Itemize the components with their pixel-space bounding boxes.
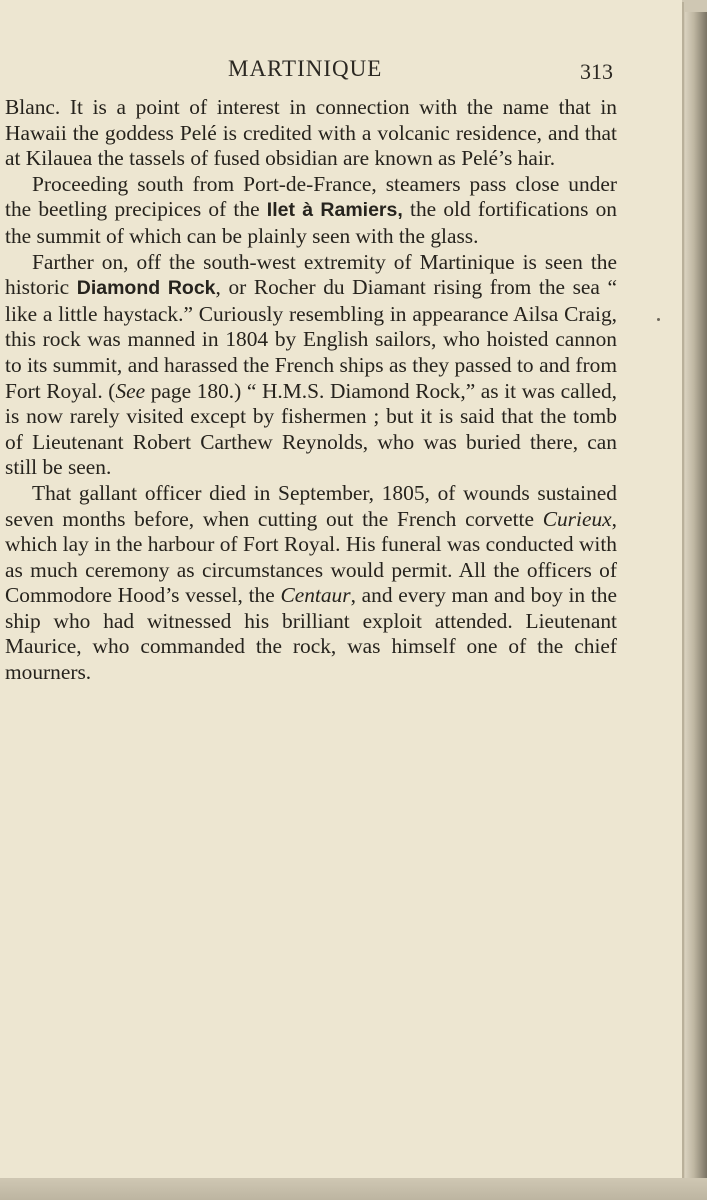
book-spine-edge [685, 12, 707, 1182]
paragraph-4-text-b: , which lay in the harbour of Fort Royal. His funeral was conducted with as much ceremony as circumstances would permit. All the officers of Commodore Hood’s vessel, the [5, 506, 617, 608]
place-name-ilet-a-ramiers: Ilet à Ramiers, [266, 199, 403, 222]
ship-name-curieux: Curieux [542, 506, 612, 531]
paragraph-4-text-a: That gallant officer died in September, 1805, of wounds sustained seven months before, when cutting out the French corvette [5, 480, 617, 531]
place-name-diamond-rock: Diamond Rock [76, 277, 216, 300]
paragraph-3 [5, 250, 617, 481]
paragraph-2-text-b: the old fortifications on the summit of which can be plainly seen with the glass. [5, 197, 618, 248]
page-header [0, 56, 640, 86]
paragraph-3-text-b: , or Rocher du Diamant rising from the sea “ like a little haystack.” Curiously resembling in appearance Ailsa Craig, this rock was manned in 1804 by English sailors, who hoisted cannon to its summit, and harassed the French ships as they passed to and from Fort Royal. ( [5, 275, 617, 403]
running-title: MARTINIQUE [228, 56, 383, 81]
paragraph-2-text-a: Proceeding south from Port-de-France, steamers pass close under the beetling precipices of the [5, 171, 617, 222]
see-reference: See [115, 378, 146, 403]
paragraph-4 [5, 481, 617, 686]
body-text [5, 95, 617, 686]
ship-name-centaur: Centaur [280, 583, 351, 608]
paragraph-4-text-c: , and every man and boy in the ship who had witnessed his brilliant exploit attended. Lieutenant Maurice, who commanded the rock, was himself one of the chief mourners. [5, 583, 617, 685]
margin-speck [657, 318, 660, 321]
page-bottom-edge [0, 1178, 707, 1200]
paragraph-1: Blanc. It is a point of interest in connection with the name that in Hawaii the goddess Pelé is credited with a volcanic residence, and that at Kilauea the tassels of fused obsidian are known as Pelé’s hair. [5, 95, 617, 171]
paragraph-3-text-a: Farther on, off the south-west extremity of Martinique is seen the historic [5, 249, 617, 300]
paragraph-2 [5, 172, 617, 250]
page-number: 313 [580, 59, 613, 84]
paragraph-3-text-c: page 180.) “ H.M.S. Diamond Rock,” as it was called, is now rarely visited except by fishermen ; but it is said that the tomb of Lieutenant Robert Carthew Reynolds, who was buried there, can still be seen. [5, 378, 617, 480]
